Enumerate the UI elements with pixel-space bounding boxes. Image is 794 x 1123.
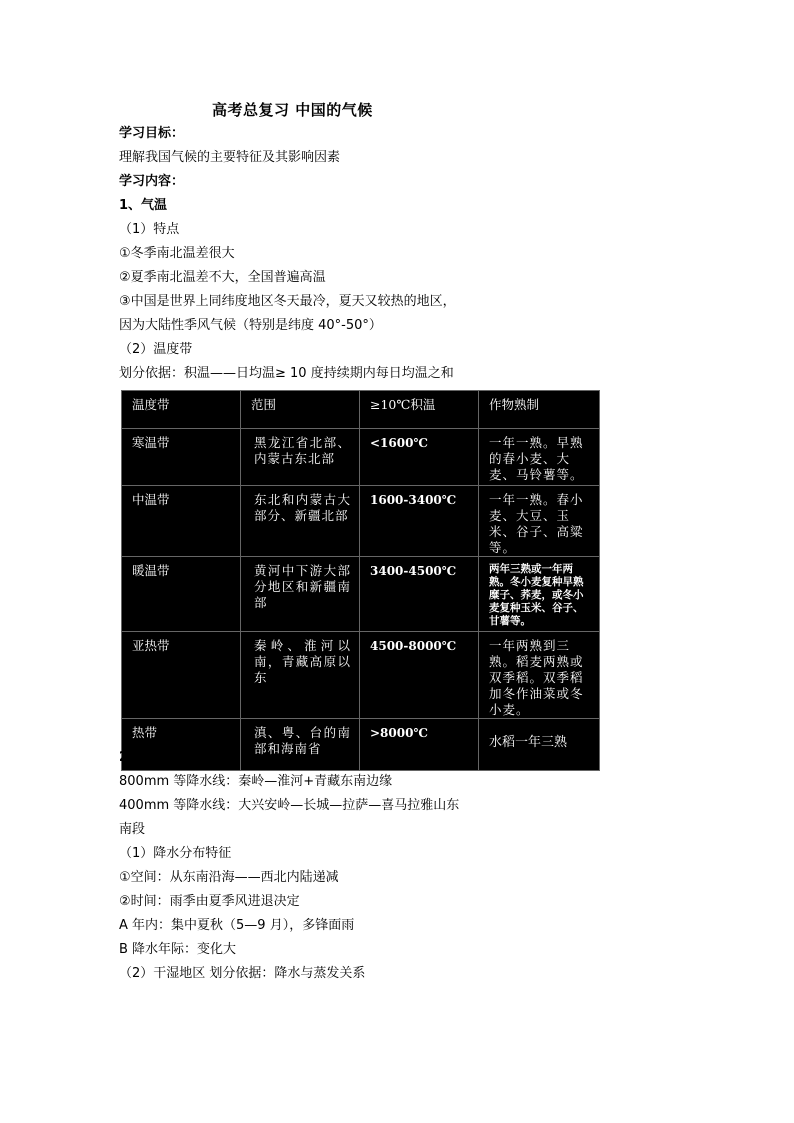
- division-basis: 划分依据：积温——日均温≥ 10 度持续期内每日均温之和: [119, 366, 454, 381]
- temperature-zone-table: [121, 390, 600, 771]
- section-precipitation: 2、降水: [119, 750, 168, 765]
- table-header-row: [122, 391, 600, 429]
- feature-item-1: ①冬季南北温差很大: [119, 246, 235, 261]
- table-cell-temp: 1600-3400℃: [360, 486, 479, 557]
- feature-item-3: ③中国是世界上同纬度地区冬天最冷，夏天又较热的地区，: [119, 294, 456, 309]
- subsection-temperature-zones: （2）温度带: [119, 342, 193, 357]
- table-row: [122, 557, 600, 632]
- table-cell-crop: 一年一熟。春小麦、大豆、玉米、谷子、高粱等。: [479, 486, 600, 557]
- table-row: [122, 719, 600, 771]
- table-cell-zone: 暖温带: [122, 557, 241, 632]
- isohyet-800: 800mm 等降水线：秦岭—淮河+青藏东南边缘: [119, 774, 393, 789]
- table-header-cell: ≥10℃积温: [360, 391, 479, 429]
- table-cell-zone: 热带: [122, 719, 241, 771]
- subsection-precip-distribution: （1）降水分布特征: [119, 846, 232, 861]
- learning-goal-text: 理解我国气候的主要特征及其影响因素: [119, 150, 341, 165]
- table-row: [122, 486, 600, 557]
- precip-spatial: ①空间：从东南沿海——西北内陆递减: [119, 870, 339, 885]
- precip-temporal: ②时间：雨季由夏季风进退决定: [119, 894, 300, 909]
- table-row: [122, 632, 600, 719]
- table-cell-range: 东北和内蒙古大部分、新疆北部: [241, 486, 360, 557]
- table-cell-temp: 3400-4500℃: [360, 557, 479, 632]
- crop-extra-text: 水稻一年三熟: [489, 735, 568, 750]
- precip-annual: A 年内：集中夏秋（5—9 月），多锋面雨: [119, 918, 355, 933]
- heading-learning-content: 学习内容：: [119, 174, 185, 189]
- table-cell-crop: 一年一熟。早熟的春小麦、大麦、马铃薯等。: [479, 429, 600, 486]
- table-cell-range: 黄河中下游大部分地区和新疆南部: [241, 557, 360, 632]
- precip-interannual: B 降水年际：变化大: [119, 942, 237, 957]
- table-header-cell: 温度带: [122, 391, 241, 429]
- feature-item-3-cont: 因为大陆性季风气候（特别是纬度 40°-50°）: [119, 318, 382, 333]
- table-cell-temp: 4500-8000℃: [360, 632, 479, 719]
- section-temperature: 1、气温: [119, 198, 168, 213]
- subsection-features: （1）特点: [119, 222, 180, 237]
- table-cell-zone: 寒温带: [122, 429, 241, 486]
- table-cell-temp: <1600℃: [360, 429, 479, 486]
- table-header-cell: 范围: [241, 391, 360, 429]
- isohyet-400-cont: 南段: [119, 822, 146, 837]
- table-cell-range: 黑龙江省北部、内蒙古东北部: [241, 429, 360, 486]
- table-cell-crop: 两年三熟或一年两熟。冬小麦复种早熟糜子、荞麦，或冬小麦复种玉米、谷子、甘薯等。: [479, 557, 600, 632]
- feature-item-2: ②夏季南北温差不大，全国普遍高温: [119, 270, 326, 285]
- table-header-cell: 作物熟制: [479, 391, 600, 429]
- table-cell-zone: 亚热带: [122, 632, 241, 719]
- table-cell-range: 滇、粤、台的南部和海南省: [241, 719, 360, 771]
- table-cell-temp: >8000℃: [360, 719, 479, 771]
- table-cell-crop: 一年两熟到三熟。稻麦两熟或双季稻。双季稻加冬作油菜或冬小麦。: [479, 632, 600, 719]
- heading-learning-goals: 学习目标：: [119, 126, 185, 141]
- table-cell-range: 秦岭、淮河以南，青藏高原以东: [241, 632, 360, 719]
- table-row: [122, 429, 600, 486]
- isohyet-400: 400mm 等降水线：大兴安岭—长城—拉萨—喜马拉雅山东: [119, 798, 460, 813]
- document-title: 高考总复习 中国的气候: [212, 101, 373, 119]
- subsection-dry-wet-regions: （2）干湿地区 划分依据：降水与蒸发关系: [119, 966, 366, 981]
- table-cell-zone: 中温带: [122, 486, 241, 557]
- table-cell-crop: [479, 719, 600, 771]
